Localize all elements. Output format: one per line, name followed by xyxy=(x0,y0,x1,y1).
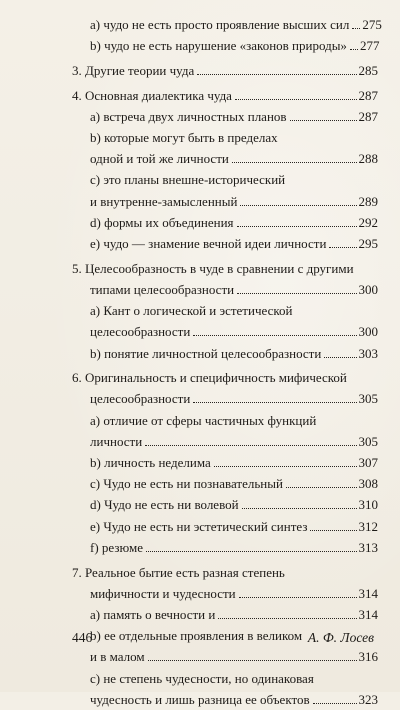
table-of-contents xyxy=(72,14,382,710)
leader-dots xyxy=(197,74,356,75)
toc-entry-text: b) которые могут быть в пределах xyxy=(90,130,278,146)
leader-dots xyxy=(145,445,356,446)
toc-entry-text: и внутренне-замысленный xyxy=(90,193,238,209)
toc-entry xyxy=(72,494,378,515)
toc-section-title: 4. Основная диалектика чуда xyxy=(72,87,232,103)
toc-entry xyxy=(72,473,378,494)
toc-page-number: 289 xyxy=(358,193,378,209)
toc-section-title: мифичности и чудесности xyxy=(90,585,236,601)
leader-dots xyxy=(146,551,356,552)
toc-entry xyxy=(72,127,378,148)
footer-author: А. Ф. Лосев xyxy=(307,630,374,645)
leader-dots xyxy=(329,247,356,248)
toc-entry-text: целесообразности xyxy=(90,324,191,340)
toc-entry-text: e) Чудо не есть ни эстетический синтез xyxy=(90,518,308,534)
leader-dots xyxy=(352,28,360,29)
toc-entry-text: личности xyxy=(90,433,143,449)
toc-section-continuation xyxy=(72,388,378,409)
toc-page-number: 275 xyxy=(362,17,382,32)
toc-entry-text: d) Чудо не есть ни волевой xyxy=(90,497,239,513)
leader-dots xyxy=(218,618,356,619)
toc-section-continuation xyxy=(72,583,378,604)
leader-dots xyxy=(148,660,357,661)
toc-entry-text: f) резюме xyxy=(90,539,144,555)
toc-entry-continuation xyxy=(72,321,378,342)
toc-entry-text: b) ее отдельные проявления в великом xyxy=(90,628,303,644)
toc-entry-text: b) личность неделима xyxy=(90,455,211,471)
toc-page-number: 295 xyxy=(358,236,378,252)
toc-section xyxy=(72,60,378,81)
toc-page-number: 314 xyxy=(358,585,378,601)
toc-entry xyxy=(72,516,378,537)
toc-entry xyxy=(72,452,378,473)
footer-page-number: 446 xyxy=(72,630,93,645)
toc-entry-continuation xyxy=(72,646,378,667)
leader-dots xyxy=(242,508,357,509)
leader-dots xyxy=(237,226,357,227)
toc-entry xyxy=(72,668,378,689)
toc-entry-continuation xyxy=(72,431,378,452)
leader-dots xyxy=(239,597,357,598)
toc-page-number: 292 xyxy=(358,214,378,230)
leader-dots xyxy=(290,120,357,121)
toc-entry-text: a) встреча двух личностных планов xyxy=(90,108,287,124)
toc-entry-text: a) отличие от сферы частичных функций xyxy=(90,412,317,428)
toc-section-title: 7. Реальное бытие есть разная степень xyxy=(72,564,285,580)
toc-section xyxy=(72,562,378,583)
toc-section-title: типами целесообразности xyxy=(90,281,235,297)
toc-entry-text: c) Чудо не есть ни познавательный xyxy=(90,476,283,492)
toc-entry xyxy=(72,169,378,190)
toc-entry-text: a) Кант о логической и эстетической xyxy=(90,303,293,319)
toc-section-continuation xyxy=(72,279,378,300)
toc-entry-text: и в малом xyxy=(90,649,145,665)
toc-entry xyxy=(72,14,382,35)
toc-entry xyxy=(72,343,378,364)
toc-entry xyxy=(72,35,378,56)
toc-entry-text: a) чудо не есть просто проявление высших сил xyxy=(90,17,350,32)
toc-entry xyxy=(72,604,378,625)
toc-page-number: 305 xyxy=(358,391,378,407)
toc-section-title: 6. Оригинальность и специфичность мифической xyxy=(72,370,347,386)
leader-dots xyxy=(240,205,356,206)
leader-dots xyxy=(232,162,357,163)
toc-entry-text: d) формы их объединения xyxy=(90,214,234,230)
leader-dots xyxy=(193,335,356,336)
toc-page-number: 277 xyxy=(359,38,380,54)
toc-entry-text: b) чудо не есть нарушение «законов природы» xyxy=(90,38,347,54)
toc-entry-text: одной и той же личности xyxy=(90,151,229,167)
leader-dots xyxy=(310,530,356,531)
toc-page-number: 303 xyxy=(358,345,378,361)
toc-section-title: 3. Другие теории чуда xyxy=(72,62,195,78)
toc-section xyxy=(72,367,378,388)
toc-page-number: 323 xyxy=(358,691,378,707)
toc-entry-text: чудесность и лишь разница ее объектов xyxy=(90,691,310,707)
leader-dots xyxy=(214,466,357,467)
toc-entry xyxy=(72,106,378,127)
toc-entry xyxy=(72,410,378,431)
toc-section-title: 5. Целесообразность в чуде в сравнении с другими xyxy=(72,260,354,276)
toc-section xyxy=(72,85,378,106)
toc-page-number: 314 xyxy=(358,606,378,622)
toc-section-title: целесообразности xyxy=(90,391,191,407)
toc-page-number: 287 xyxy=(358,87,378,103)
toc-page-number: 305 xyxy=(358,433,378,449)
toc-page-number: 316 xyxy=(358,649,378,665)
leader-dots xyxy=(237,293,356,294)
toc-page-number: 313 xyxy=(358,539,378,555)
toc-entry xyxy=(72,300,378,321)
toc-entry-text: c) это планы внешне-исторический xyxy=(90,172,286,188)
toc-entry-text: c) не степень чудесности, но одинаковая xyxy=(90,670,314,686)
toc-page-number: 300 xyxy=(358,324,378,340)
toc-page-number: 310 xyxy=(358,497,378,513)
toc-entry-continuation xyxy=(72,148,378,169)
toc-page-number: 288 xyxy=(358,151,378,167)
toc-page-number: 312 xyxy=(358,518,378,534)
leader-dots xyxy=(313,703,357,704)
toc-entry-continuation xyxy=(72,191,378,212)
toc-entry xyxy=(72,212,378,233)
toc-entry xyxy=(72,233,378,254)
leader-dots xyxy=(324,357,356,358)
toc-page-number: 300 xyxy=(358,281,378,297)
toc-page-number: 308 xyxy=(358,476,378,492)
toc-entry-text: e) чудо — знамение вечной идеи личности xyxy=(90,236,327,252)
leader-dots xyxy=(350,49,358,50)
toc-section xyxy=(72,258,378,279)
toc-entry-text: b) понятие личностной целесообразности xyxy=(90,345,322,361)
toc-page-number: 287 xyxy=(358,108,378,124)
toc-page-number: 307 xyxy=(358,455,378,471)
page-footer xyxy=(72,630,374,646)
toc-page-number: 285 xyxy=(358,62,378,78)
toc-entry xyxy=(72,537,378,558)
leader-dots xyxy=(286,487,357,488)
leader-dots xyxy=(235,99,357,100)
leader-dots xyxy=(193,402,356,403)
toc-entry-text: a) память о вечности и xyxy=(90,606,216,622)
